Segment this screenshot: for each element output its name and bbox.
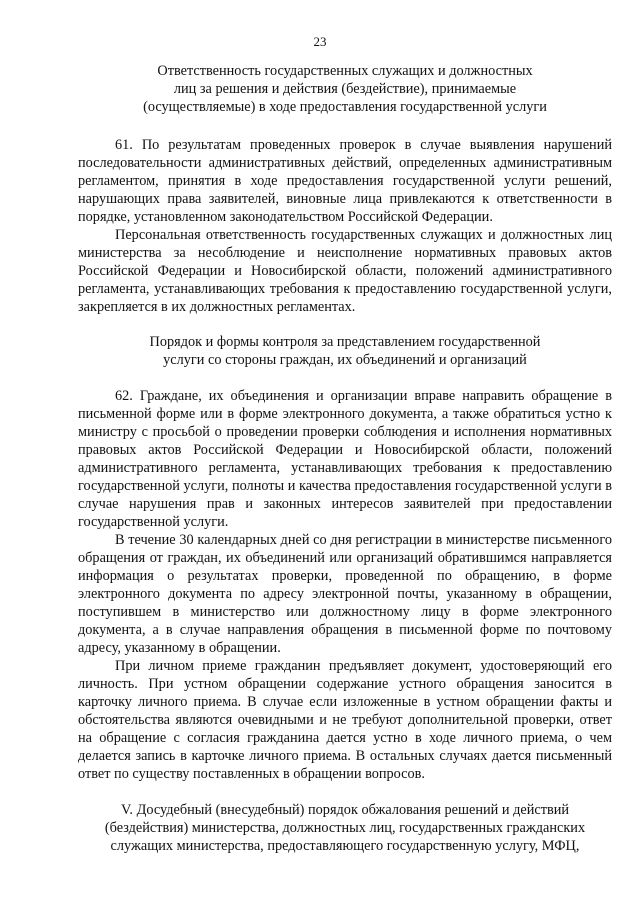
spacer: [78, 369, 612, 387]
spacer: [78, 783, 612, 801]
heading-line: Порядок и формы контроля за представлением государственной: [149, 334, 541, 350]
spacer: [78, 316, 612, 333]
page-number: 23: [313, 34, 327, 49]
heading-line: служащих министерства, предоставляющего государственную услугу, МФЦ,: [110, 838, 580, 854]
heading-responsibility: [78, 62, 612, 116]
paragraph-62: 62. Граждане, их объединения и организации вправе направить обращение в письменной форме или в форме электронного документа, а также обратиться устно к министру с просьбой о проведении проверки соблюдения и исполнения нормативных правовых актов Российской Федерации и Новосибирской области, положений административного регламента, устанавливающих требования к предоставлению государственной услуги, полноты и качества предоставления государственной услуги в случае нарушения прав и законных интересов заявителей при предоставлении государственной услуги.: [78, 388, 612, 530]
heading-line: V. Досудебный (внесудебный) порядок обжалования решений и действий: [120, 802, 570, 818]
page-content: [78, 62, 612, 855]
heading-line: (осуществляемые) в ходе предоставления государственной услуги: [143, 99, 547, 115]
heading-line: (бездействия) министерства, должностных лиц, государственных гражданских: [104, 820, 586, 836]
spacer: [78, 116, 612, 136]
heading-line: услуги со стороны граждан, их объединений и организаций: [163, 352, 527, 368]
heading-citizen-control: [78, 333, 612, 369]
paragraph-personal-responsibility: Персональная ответственность государственных служащих и должностных лиц министерства за несоблюдение и неисполнение нормативных правовых актов Российской Федерации и Новосибирской области, положений административного регламента, устанавливающих требования к предоставлению государственной услуги, закрепляется в их должностных регламентах.: [78, 227, 612, 315]
heading-line: Ответственность государственных служащих и должностных: [157, 63, 533, 79]
paragraph-30-days: В течение 30 календарных дней со дня регистрации в министерстве письменного обращения от граждан, их объединений или организаций обратившимся направляется информация о результатах проверки, проведенной по обращению, в форме электронного документа по адресу электронной почты, указанному в обращении, поступившем в министерство или должностному лицу в форме электронного документа, а в случае направления обращения в письменной форме по почтовому адресу, указанному в обращении.: [78, 532, 612, 656]
heading-line: лиц за решения и действия (бездействие), принимаемые: [173, 81, 517, 97]
paragraph-61: 61. По результатам проведенных проверок в случае выявления нарушений последовательности административных действий, определенных административным регламентом, принятия в ходе предоставления государственной услуги решений, нарушающих права заявителей, виновные лица привлекаются к ответственности в порядке, установленном законодательством Российской Федерации.: [78, 137, 612, 225]
heading-section-v: [78, 801, 612, 855]
paragraph-personal-reception: При личном приеме гражданин предъявляет документ, удостоверяющий его личность. При устном обращении содержание устного обращения заносится в карточку личного приема. В случае если изложенные в устном обращении факты и обстоятельства являются очевидными и не требуют дополнительной проверки, ответ на обращение с согласия гражданина дается устно в ходе личного приема, о чем делается запись в карточке личного приема. В остальных случаях дается письменный ответ по существу поставленных в обращении вопросов.: [78, 658, 612, 782]
